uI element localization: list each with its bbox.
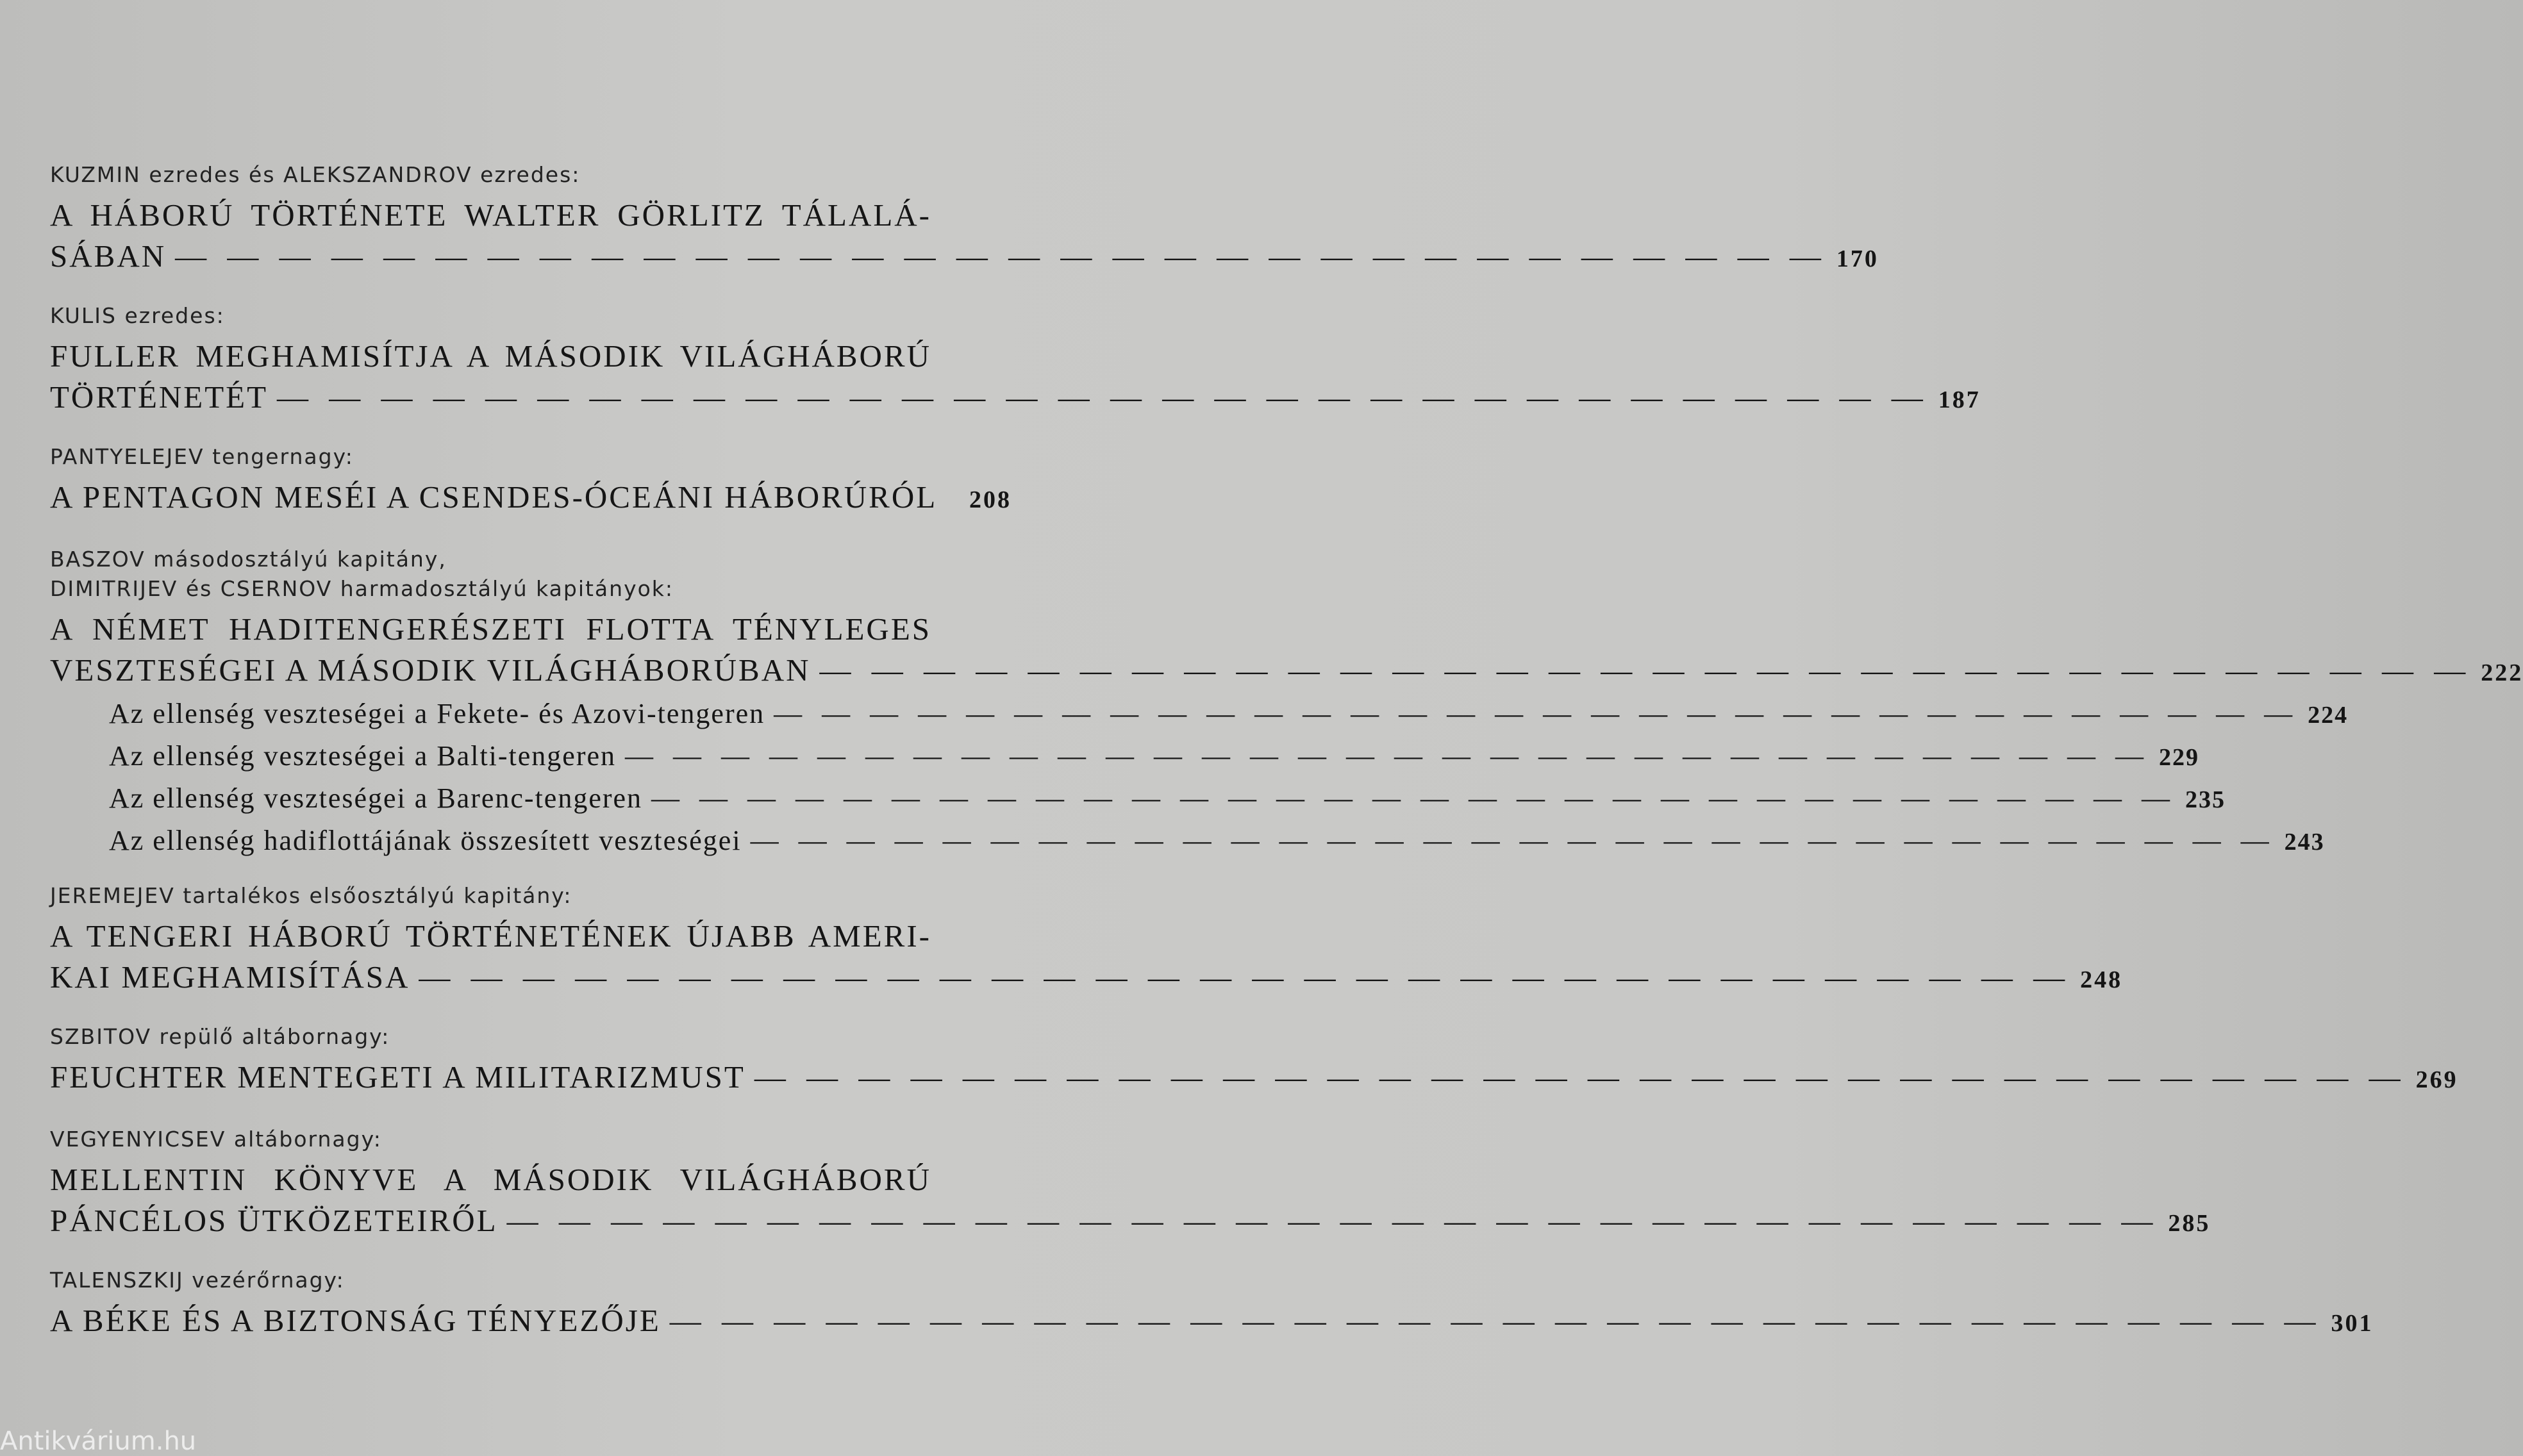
page-number: 285 xyxy=(2168,1210,2211,1237)
entry-author: KULIS ezredes: xyxy=(50,303,225,328)
subsection-title: Az ellenség veszteségei a Fekete- és Azovi-tengeren xyxy=(109,698,765,729)
subsection-title: Az ellenség hadiflottájának összesített veszteségei xyxy=(109,825,742,856)
title-line: KAI MEGHAMISÍTÁSA xyxy=(50,959,410,995)
leader-dashes: — — — — — — — — — — — — — — — — — — — — — — — — — — — — — — — — xyxy=(175,238,1828,274)
title-line: A TENGERI HÁBORÚ TÖRTÉNETÉNEK ÚJABB AMERI- xyxy=(50,918,931,954)
subsection-item xyxy=(109,820,2325,863)
subsection-title: Az ellenség veszteségei a Balti-tengeren xyxy=(109,740,617,772)
toc-entry xyxy=(50,1022,2458,1100)
leader-dashes: — — — — — — — — — — — — — — — — — — — — — — — — — — — — — — — — xyxy=(625,740,2151,772)
toc-entry xyxy=(50,1125,2211,1244)
entry-title xyxy=(50,1300,2374,1344)
leader-dashes: — — — — — — — — — — — — — — — — — — — — — — — — — — — — — — — — xyxy=(277,379,1929,415)
page-number: 222 xyxy=(2481,659,2523,686)
page-number: 229 xyxy=(2159,744,2200,771)
title-line: FEUCHTER MENTEGETI A MILITARIZMUST xyxy=(50,1059,745,1095)
title-line: SÁBAN xyxy=(50,238,167,274)
entry-title xyxy=(50,477,1012,520)
leader-dashes: — — — — — — — — — — — — — — — — — — — — — — — — — — — — — — — — xyxy=(669,1303,2322,1338)
entry-title xyxy=(50,195,1879,279)
page-number: 269 xyxy=(2415,1066,2458,1093)
page-number: 235 xyxy=(2185,786,2226,813)
leader-dashes: — — — — — — — — — — — — — — — — — — — — — — — — — — — — — — — — xyxy=(774,698,2299,729)
entry-author: DIMITRIJEV és CSERNOV harmadosztályú kapitányok: xyxy=(50,576,674,601)
page-number: 248 xyxy=(2080,966,2123,993)
leader-dashes: — — — — — — — — — — — — — — — — — — — — — — — — — — — — — — — — xyxy=(819,652,2472,688)
entry-author: SZBITOV repülő altábornagy: xyxy=(50,1024,390,1049)
title-line: A NÉMET HADITENGERÉSZETI FLOTTA TÉNYLEGES xyxy=(50,611,931,647)
entry-author: KUZMIN ezredes és ALEKSZANDROV ezredes: xyxy=(50,162,581,187)
title-line: A HÁBORÚ TÖRTÉNETE WALTER GÖRLITZ TÁLALÁ- xyxy=(50,197,931,233)
subsection-item xyxy=(109,736,2200,778)
title-line: FULLER MEGHAMISÍTJA A MÁSODIK VILÁGHÁBORÚ xyxy=(50,338,931,374)
entry-title xyxy=(50,916,2123,1000)
leader-dashes: — — — — — — — — — — — — — — — — — — — — — — — — — — — — — — — — xyxy=(506,1203,2160,1238)
entry-author: BASZOV másodosztályú kapitány, xyxy=(50,547,447,572)
title-line: A BÉKE ÉS A BIZTONSÁG TÉNYEZŐJE xyxy=(50,1303,661,1338)
page-number: 224 xyxy=(2308,702,2349,729)
entry-title xyxy=(50,609,2523,693)
entry-author: TALENSZKIJ vezérőrnagy: xyxy=(50,1268,345,1293)
title-line: TÖRTÉNETÉT xyxy=(50,379,269,415)
subsection-item xyxy=(109,778,2226,820)
page-number: 187 xyxy=(1938,386,1981,413)
page-number: 301 xyxy=(2331,1310,2374,1337)
toc-entry xyxy=(50,1266,2374,1344)
entry-title xyxy=(50,1159,2211,1244)
watermark-text: Antikvárium.hu xyxy=(0,1427,197,1456)
page-number: 243 xyxy=(2284,829,2325,856)
subsection-list xyxy=(50,693,2349,863)
entry-author: VEGYENYICSEV altábornagy: xyxy=(50,1127,382,1152)
toc-entry xyxy=(50,301,1981,420)
entry-title xyxy=(50,1057,2458,1100)
leader-dashes: — — — — — — — — — — — — — — — — — — — — — — — — — — — — — — — — xyxy=(754,1059,2407,1095)
leader-dashes: — — — — — — — — — — — — — — — — — — — — — — — — — — — — — — — — xyxy=(419,959,2072,995)
page-number: 208 xyxy=(969,486,1012,513)
title-line: A PENTAGON MESÉI A CSENDES-ÓCEÁNI HÁBORÚRÓL xyxy=(50,479,938,515)
leader-dashes: — — — — — — — — — — — — — — — — — — — — — — — — — — — — — — — — xyxy=(651,782,2177,814)
page-number: 170 xyxy=(1836,245,1879,272)
subsection-title: Az ellenség veszteségei a Barenc-tengeren xyxy=(109,782,643,814)
entry-title xyxy=(50,336,1981,420)
title-line: VESZTESÉGEI A MÁSODIK VILÁGHÁBORÚBAN xyxy=(50,652,811,688)
title-line: PÁNCÉLOS ÜTKÖZETEIRŐL xyxy=(50,1203,498,1238)
toc-entry xyxy=(50,442,1012,520)
subsection-item xyxy=(109,693,2349,736)
toc-entry xyxy=(50,881,2123,1000)
entry-author: PANTYELEJEV tengernagy: xyxy=(50,444,354,469)
toc-entry xyxy=(50,545,2523,863)
title-line: MELLENTIN KÖNYVE A MÁSODIK VILÁGHÁBORÚ xyxy=(50,1162,931,1197)
toc-entry xyxy=(50,160,1879,279)
entry-author: JEREMEJEV tartalékos elsőosztályú kapitány: xyxy=(50,883,572,908)
leader-dashes: — — — — — — — — — — — — — — — — — — — — — — — — — — — — — — — — xyxy=(750,825,2276,856)
